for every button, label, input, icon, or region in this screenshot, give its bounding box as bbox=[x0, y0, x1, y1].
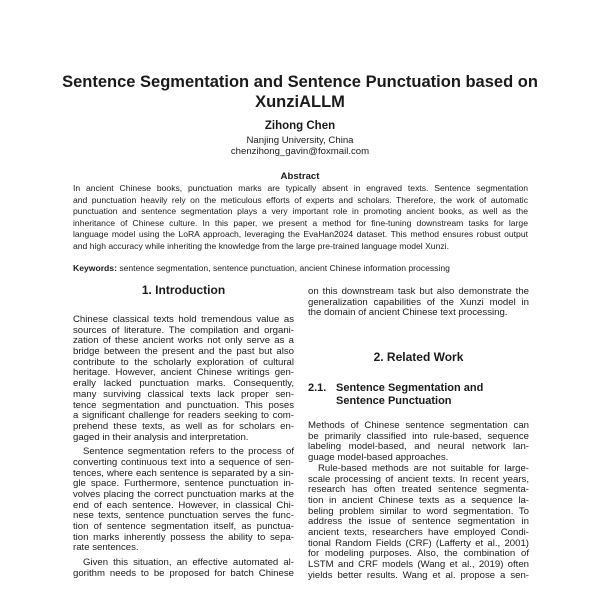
text-line: nese texts, sentence punctuation serves the func- bbox=[73, 510, 294, 522]
text-line: punctuation and sentence segmentation plays a very important role in promoting ancient books, as well as the bbox=[73, 206, 528, 217]
text-line: Rule-based methods are not suitable for large- bbox=[318, 462, 529, 474]
text-line: the domain of ancient Chinese text processing. bbox=[308, 307, 508, 319]
text-line: LSTM and CRF models (Wang et al., 2019) often bbox=[308, 559, 529, 570]
text-line: rate sentences. bbox=[73, 542, 139, 554]
text-line: zation of these ancient works not only serve as a bbox=[73, 335, 294, 347]
text-line: and punctuation heavily rely on the meticulous efforts of experts and scholars. Therefore, the work of automatic bbox=[73, 194, 528, 205]
affiliation: Nanjing University, China bbox=[246, 135, 354, 146]
text-line: guage model-based approaches. bbox=[308, 452, 449, 464]
text-line: gaged in their analysis and interpretation. bbox=[73, 431, 249, 443]
text-line: many surviving classical texts lack proper sen- bbox=[73, 388, 294, 400]
text-line: address the issue of sentence segmentation in bbox=[308, 516, 529, 528]
text-line: tence segmentation and punctuation. This poses bbox=[73, 399, 294, 411]
text-line: volves placing the correct punctuation marks at the bbox=[73, 489, 294, 500]
abstract-body bbox=[73, 183, 528, 253]
section-heading-related-work: 2. Related Work bbox=[373, 350, 464, 365]
text-line: labeling model-based, and neural network lan- bbox=[308, 441, 529, 453]
text-line: Sentence segmentation refers to the process of bbox=[83, 446, 294, 458]
author-email: chenzihong_gavin@foxmail.com bbox=[230, 146, 370, 157]
keywords-label: Keywords: bbox=[73, 263, 117, 273]
text-line: heritage. However, ancient Chinese writings gen- bbox=[73, 367, 294, 379]
keywords-text: sentence segmentation, sentence punctuation, ancient Chinese information processing bbox=[119, 263, 450, 273]
text-line: sources of literature. The compilation and organi- bbox=[73, 324, 294, 336]
text-line: tences, where each sentence is separated by a sin- bbox=[73, 467, 294, 479]
text-line: tion of sentence segmentation itself, as punctua- bbox=[73, 521, 294, 533]
author-name: Zihong Chen bbox=[264, 120, 336, 132]
title-line: Sentence Segmentation and Sentence Punctuation based on bbox=[62, 73, 538, 91]
text-line: end of each sentence. However, in classical Chi- bbox=[73, 499, 294, 511]
text-line: and high accuracy while inheriting the knowledge from the large pre-trained language model Xunzi. bbox=[73, 240, 449, 251]
text-line: erally lacked punctuation marks. Consequently, bbox=[73, 378, 294, 390]
text-line: beling problem similar to word segmentation. To bbox=[308, 505, 529, 517]
text-line: bridge between the present and the past but also bbox=[73, 346, 294, 358]
text-line: Given this situation, an effective automated al- bbox=[83, 557, 294, 569]
introduction-body bbox=[73, 315, 294, 580]
title-line: XunziALLM bbox=[255, 93, 345, 111]
subsection-title bbox=[336, 382, 483, 408]
text-line: for modeling purposes. Also, the combination of bbox=[308, 548, 529, 560]
text-line: be primarily classified into rule-based, sequence bbox=[308, 430, 529, 442]
text-line: In ancient Chinese books, punctuation marks are typically absent in engraved texts. Sentence segmentation bbox=[73, 183, 528, 193]
text-line: contribute to the scholarly exploration of cultural bbox=[73, 356, 294, 368]
text-line: yields better results. Wang et al. propose a sen- bbox=[308, 569, 529, 581]
text-line: Chinese classical texts hold tremendous value as bbox=[73, 314, 294, 325]
text-line: tional Random Fields (CRF) (Lafferty et al., 2001) bbox=[308, 537, 529, 549]
subsection-title-line: Sentence Segmentation and bbox=[336, 382, 484, 395]
introduction-continued bbox=[308, 287, 529, 319]
text-line: gorithm needs to be proposed for batch Chinese bbox=[73, 567, 294, 579]
text-line: research has often treated sentence segmenta- bbox=[308, 484, 529, 496]
abstract-heading: Abstract bbox=[280, 171, 320, 182]
text-line: gle space. Furthermore, sentence punctuation in- bbox=[73, 478, 294, 490]
section-heading-introduction: 1. Introduction bbox=[141, 283, 226, 297]
related-work-body bbox=[308, 421, 529, 581]
text-line: prehend these texts, as well as for scholars en- bbox=[73, 420, 294, 432]
text-line: scale processing of ancient texts. In recent years, bbox=[308, 473, 529, 485]
text-line: on this downstream task but also demonstrate the bbox=[308, 286, 529, 297]
text-line: inheritance of Chinese culture. In this paper, we present a method for fine-tuning downstream tasks for large bbox=[73, 217, 528, 228]
text-line: converting continuous text into a sequence of sen- bbox=[73, 456, 294, 468]
subsection-title-line: Sentence Punctuation bbox=[336, 395, 452, 408]
text-line: a significant challenge for readers seeking to com- bbox=[73, 410, 294, 422]
subsection-heading bbox=[308, 382, 529, 408]
text-line: language model using the LoRA approach, leveraging the EvaHan2024 dataset. This method ensures robust output bbox=[73, 229, 528, 240]
text-line: tion marks inherently possess the ability to sepa- bbox=[73, 531, 294, 543]
text-line: Methods of Chinese sentence segmentation can bbox=[308, 420, 529, 432]
text-line: tion in ancient Chinese texts as a sequence la- bbox=[308, 494, 529, 506]
keywords bbox=[73, 263, 528, 273]
left-column bbox=[73, 282, 294, 580]
paper-title bbox=[40, 72, 560, 112]
text-line: generalization capabilities of the Xunzi model in bbox=[308, 296, 529, 308]
subsection-number: 2.1. bbox=[308, 382, 327, 395]
text-line: ancient texts, researchers have employed Condi- bbox=[308, 526, 529, 538]
right-column bbox=[308, 287, 529, 581]
